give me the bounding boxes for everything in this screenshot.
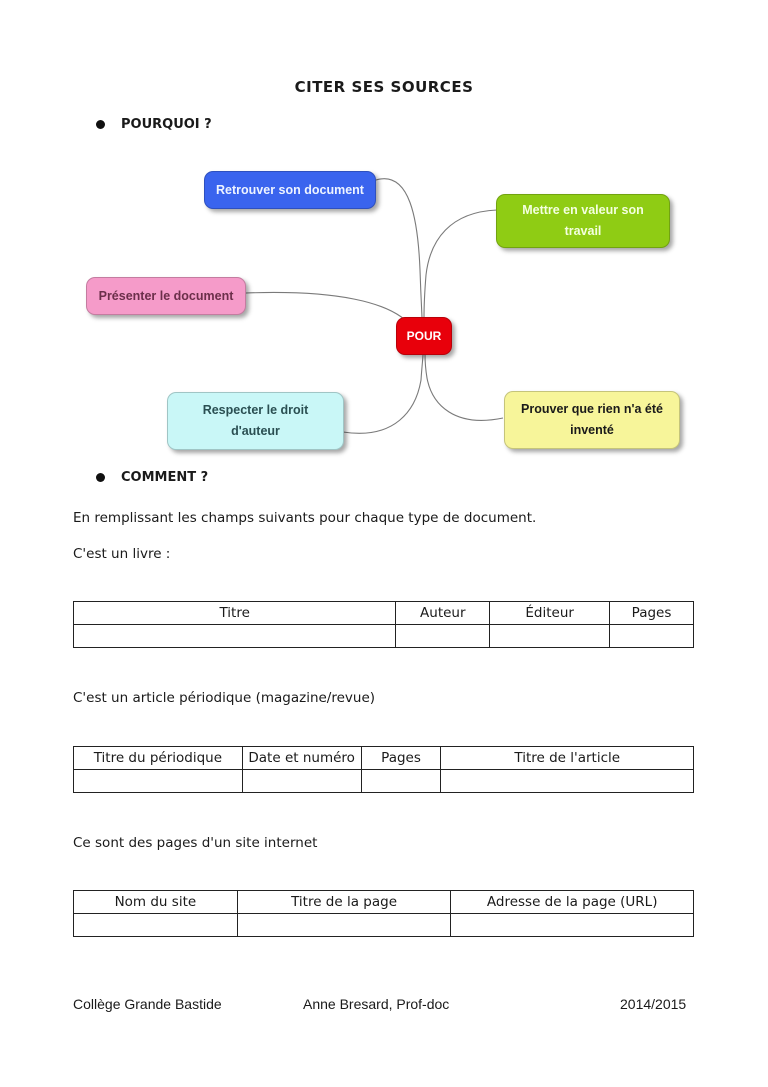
article-col-date: Date et numéro <box>242 747 361 770</box>
connector-presenter <box>246 292 414 330</box>
section-comment <box>96 470 208 485</box>
node-mettre: Mettre en valeur son travail <box>496 194 670 248</box>
connector-respecter <box>343 354 423 433</box>
table-row <box>74 625 694 648</box>
section-comment-label: COMMENT ? <box>121 470 209 485</box>
livre-col-editeur: Éditeur <box>490 602 610 625</box>
article-cell-titre[interactable] <box>441 770 694 793</box>
page-title: CITER SES SOURCES <box>294 78 474 96</box>
connector-prouver <box>425 354 503 420</box>
article-col-titre: Titre de l'article <box>441 747 694 770</box>
livre-cell-editeur[interactable] <box>490 625 610 648</box>
article-table <box>73 746 694 793</box>
livre-cell-pages[interactable] <box>610 625 694 648</box>
livre-table <box>73 601 694 648</box>
livre-cell-titre[interactable] <box>74 625 396 648</box>
footer-school: Collège Grande Bastide <box>73 996 222 1012</box>
site-cell-url[interactable] <box>451 914 694 937</box>
livre-col-titre: Titre <box>74 602 396 625</box>
site-col-titre: Titre de la page <box>237 891 451 914</box>
article-col-periodique: Titre du périodique <box>74 747 243 770</box>
node-retrouver: Retrouver son document <box>204 171 376 209</box>
article-col-pages: Pages <box>361 747 441 770</box>
node-respecter: Respecter le droit d'auteur <box>167 392 344 450</box>
footer-year: 2014/2015 <box>620 996 687 1012</box>
site-label: Ce sont des pages d'un site internet <box>73 835 318 851</box>
table-header-row <box>74 602 694 625</box>
livre-col-pages: Pages <box>610 602 694 625</box>
connector-mettre <box>424 210 497 318</box>
node-center-pour: POUR <box>396 317 452 355</box>
article-cell-date[interactable] <box>242 770 361 793</box>
table-header-row <box>74 891 694 914</box>
site-cell-titre[interactable] <box>237 914 451 937</box>
article-label: C'est un article périodique (magazine/revue) <box>73 690 376 706</box>
article-cell-periodique[interactable] <box>74 770 243 793</box>
livre-label: C'est un livre : <box>73 546 171 562</box>
table-row <box>74 914 694 937</box>
site-table <box>73 890 694 937</box>
livre-col-auteur: Auteur <box>396 602 490 625</box>
table-row <box>74 770 694 793</box>
table-header-row <box>74 747 694 770</box>
node-presenter: Présenter le document <box>86 277 246 315</box>
footer-author: Anne Bresard, Prof-doc <box>303 996 450 1012</box>
intro-text: En remplissant les champs suivants pour chaque type de document. <box>73 510 537 526</box>
section-pourquoi-label: POURQUOI ? <box>121 117 212 132</box>
site-col-url: Adresse de la page (URL) <box>451 891 694 914</box>
livre-cell-auteur[interactable] <box>396 625 490 648</box>
site-cell-nom[interactable] <box>74 914 238 937</box>
article-cell-pages[interactable] <box>361 770 441 793</box>
connector-retrouver <box>376 179 422 318</box>
node-prouver: Prouver que rien n'a été inventé <box>504 391 680 449</box>
bullet-dot-icon <box>96 473 105 482</box>
site-col-nom: Nom du site <box>74 891 238 914</box>
